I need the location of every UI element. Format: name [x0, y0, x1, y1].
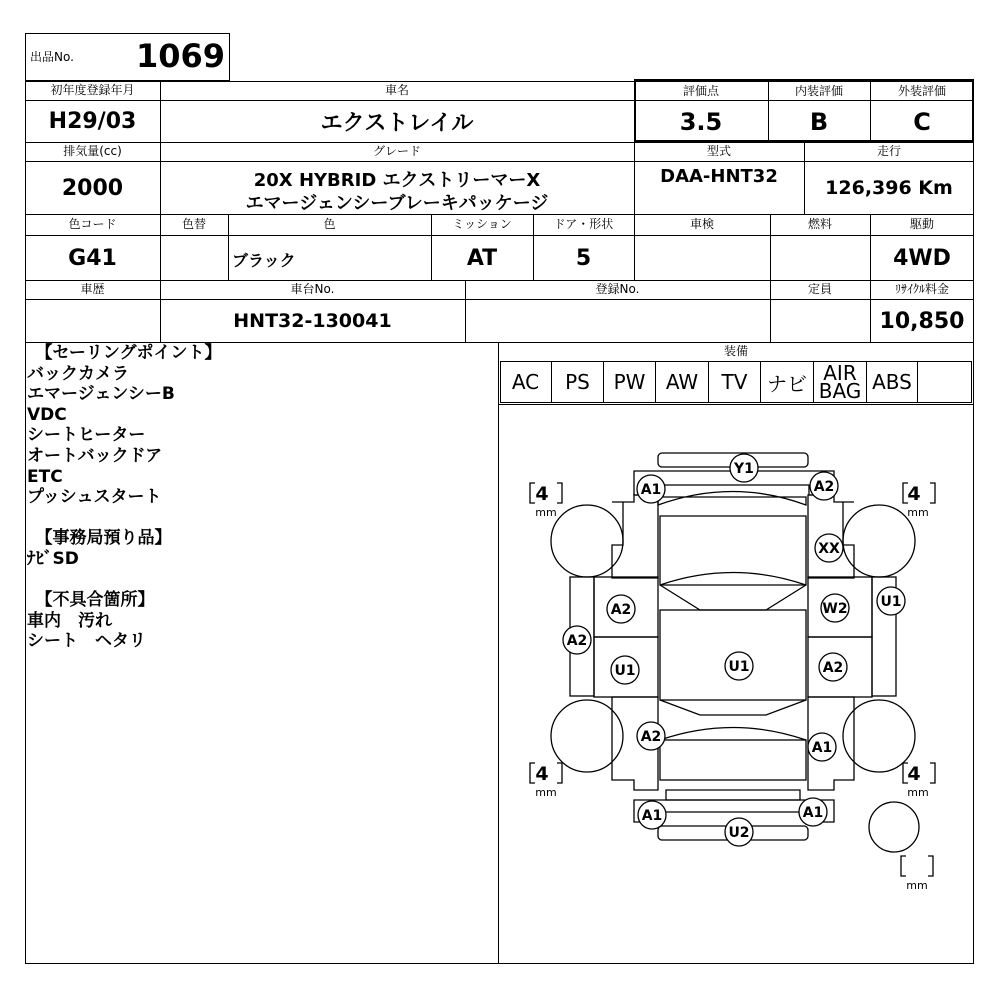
car-name-label: 車名 [384, 83, 409, 97]
car-name-value: エクストレイル [320, 111, 474, 136]
note-line: ETC [27, 466, 63, 487]
tire-rear-right-depth: 4 [907, 763, 921, 785]
note-line: シートヒーター [27, 425, 146, 446]
notes [27, 343, 497, 652]
interior-score-value: B [809, 107, 829, 136]
note-line: オートバックドア [27, 445, 163, 466]
damage-mark-hood-left [637, 475, 665, 503]
equipment-pw: PW [604, 362, 656, 402]
damage-mark-roof [725, 652, 753, 680]
drive-value: 4WD [893, 245, 951, 271]
svg-text:W2: W2 [822, 601, 848, 617]
registration-no-label: 登録No. [595, 282, 640, 296]
equipment-ac: AC [500, 362, 552, 402]
equipment-navi: ナビ [761, 362, 814, 402]
exterior-score-label: 外装評価 [897, 84, 946, 98]
capacity-label: 定員 [807, 282, 832, 296]
svg-text:U1: U1 [880, 594, 902, 610]
damage-mark-door-front-left [607, 595, 635, 623]
color-label: 色 [323, 217, 336, 231]
svg-text:XX: XX [818, 541, 840, 557]
tire-front-right-depth: 4 [907, 483, 921, 505]
door-shape-label: ドア・形状 [553, 217, 614, 231]
displacement-label: 排気量(cc) [63, 144, 122, 158]
note-line: ﾅﾋﾞSD [27, 548, 79, 569]
svg-text:A1: A1 [802, 805, 824, 821]
inspection-label: 車検 [689, 217, 714, 231]
svg-text:A2: A2 [813, 479, 835, 495]
note-line: バックカメラ [27, 363, 129, 384]
note-line: 【セーリングポイント】 [27, 343, 222, 363]
transmission-value: AT [466, 245, 498, 271]
exterior-score-value: C [913, 107, 931, 136]
tire-spare [869, 802, 919, 852]
note-line: シート ヘタリ [27, 631, 146, 652]
score-label: 評価点 [682, 84, 719, 98]
svg-text:A2: A2 [566, 633, 588, 649]
chassis-no-value: HNT32-130041 [233, 310, 392, 332]
damage-mark-rear-left [638, 801, 666, 829]
equipment-bag: BAG [818, 379, 862, 403]
drive-label: 駆動 [909, 217, 934, 231]
damage-mark-quarter-rear-right [808, 733, 836, 761]
lot-label: 出品No. [30, 50, 74, 64]
damage-mark-step-left [563, 626, 591, 654]
note-line: 【不具合箇所】 [27, 590, 155, 611]
svg-text:Y1: Y1 [734, 461, 754, 477]
car-damage-diagram [498, 405, 974, 963]
damage-mark-mirror-right [877, 587, 905, 615]
recycle-fee-label: ﾘｻｲｸﾙ料金 [894, 282, 949, 296]
svg-text:U1: U1 [614, 663, 636, 679]
damage-mark-front-bumper [730, 454, 758, 482]
note-line: VDC [27, 404, 67, 425]
grade-line-2: エマージェンシーブレーキパッケージ [245, 193, 549, 214]
svg-text:A1: A1 [811, 740, 833, 756]
first-reg-value: H29/03 [48, 109, 137, 134]
transmission-label: ミッション [452, 217, 512, 231]
first-reg-label: 初年度登録年月 [50, 83, 135, 97]
damage-mark-door-rear-left [611, 656, 639, 684]
tire-front-left-unit: mm [535, 506, 557, 519]
note-line: 車内 汚れ [27, 610, 112, 631]
tire-front-left-depth: 4 [535, 483, 549, 505]
mileage-value: 126,396 Km [825, 177, 953, 199]
tire-front-right-unit: mm [907, 506, 929, 519]
mileage-label: 走行 [876, 144, 901, 158]
svg-text:U2: U2 [728, 825, 750, 841]
svg-text:A1: A1 [640, 482, 662, 498]
damage-mark-rear-bumper [725, 818, 753, 846]
damage-mark-fender-front-right-2 [815, 534, 843, 562]
svg-text:A1: A1 [641, 808, 663, 824]
color-change-label: 色替 [181, 217, 206, 231]
equipment-airbag [814, 362, 867, 402]
tire-rear-right-unit: mm [907, 786, 929, 799]
note-line [27, 508, 497, 529]
recycle-fee-value: 10,850 [879, 308, 965, 334]
lot-number: 1069 [135, 37, 225, 75]
note-line: エマージェンシーB [27, 384, 175, 405]
equipment-aw: AW [656, 362, 709, 402]
note-line [27, 570, 497, 591]
interior-score-label: 内装評価 [794, 84, 843, 98]
tire-rear-left-unit: mm [535, 786, 557, 799]
damage-mark-rear-right [799, 798, 827, 826]
tire-rear-left-depth: 4 [535, 763, 549, 785]
color-value: ブラック [232, 251, 296, 270]
color-code-value: G41 [68, 245, 117, 271]
score-value: 3.5 [679, 107, 723, 136]
svg-text:A2: A2 [640, 729, 662, 745]
model-code-value: DAA-HNT32 [660, 166, 778, 187]
damage-mark-door-rear-right [819, 653, 847, 681]
svg-text:A2: A2 [610, 602, 632, 618]
equipment-abs: ABS [867, 362, 918, 402]
fuel-label: 燃料 [807, 217, 832, 231]
displacement-value: 2000 [61, 175, 124, 201]
damage-mark-door-front-right [821, 594, 849, 622]
svg-text:U1: U1 [728, 659, 750, 675]
damage-mark-fender-front-right [810, 472, 838, 500]
equipment-ps: PS [552, 362, 604, 402]
damage-mark-quarter-rear-left [637, 722, 665, 750]
doors-value: 5 [575, 245, 592, 271]
model-code-label: 型式 [706, 144, 731, 158]
equipment-label: 装備 [723, 344, 748, 358]
note-line: 【事務局預り品】 [27, 528, 172, 549]
equipment-tv: TV [709, 362, 761, 402]
color-code-label: 色コード [68, 217, 117, 231]
equipment-air: AIR [823, 361, 857, 385]
note-line: プッシュスタート [27, 487, 162, 508]
history-label: 車歴 [80, 282, 105, 296]
grade-label: グレード [372, 144, 421, 158]
tire-spare-unit: mm [906, 879, 928, 892]
svg-text:A2: A2 [822, 660, 844, 676]
grade-line-1: 20X HYBRID エクストリーマーX [253, 170, 541, 191]
chassis-no-label: 車台No. [290, 282, 335, 296]
